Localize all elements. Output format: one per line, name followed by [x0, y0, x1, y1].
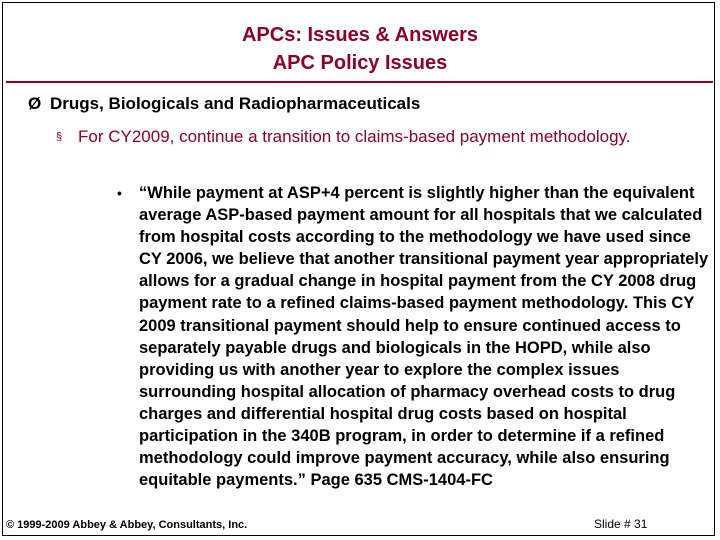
dot-bullet-icon: •: [117, 185, 122, 201]
bullet-level-3: [117, 182, 717, 491]
square-bullet-icon: §: [56, 131, 63, 143]
bullet-level-1: [28, 93, 420, 115]
bullet-level-2: [56, 126, 656, 148]
footer-copyright: © 1999-2009 Abbey & Abbey, Consultants, Inc.: [6, 519, 248, 531]
bullet-level-1-text: Drugs, Biologicals and Radiopharmaceuticals: [50, 94, 421, 113]
title-line-1: APCs: Issues & Answers: [241, 24, 478, 46]
slide-title: [0, 21, 720, 77]
title-line-2: APC Policy Issues: [272, 52, 448, 74]
bullet-level-2-text: For CY2009, continue a transition to claims-based payment methodology.: [78, 127, 631, 146]
title-divider: [6, 81, 713, 83]
footer-slide-number: Slide # 31: [594, 517, 648, 531]
arrow-bullet-icon: Ø: [28, 94, 42, 113]
bullet-level-3-text: “While payment at ASP+4 percent is slightly higher than the equivalent average ASP-based payment amount for all hospitals that we calculated from hospital costs according to the methodology we have used since CY 2006, we believe that another transitional payment year appropriately allows for a gradual change in hospital payment from the CY 2008 drug payment rate to a refined claims-based payment methodology. This CY 2009 transitional payment should help to ensure continued access to separately payable drugs and biologicals in the HOPD, while also providing us with another year to explore the complex issues surrounding hospital allocation of pharmacy overhead costs to drug charges and differential hospital drug costs based on hospital participation in the 340B program, in order to determine if a refined methodology could improve payment accuracy, while also ensuring equitable payments.” Page 635 CMS-1404-FC: [139, 184, 709, 490]
